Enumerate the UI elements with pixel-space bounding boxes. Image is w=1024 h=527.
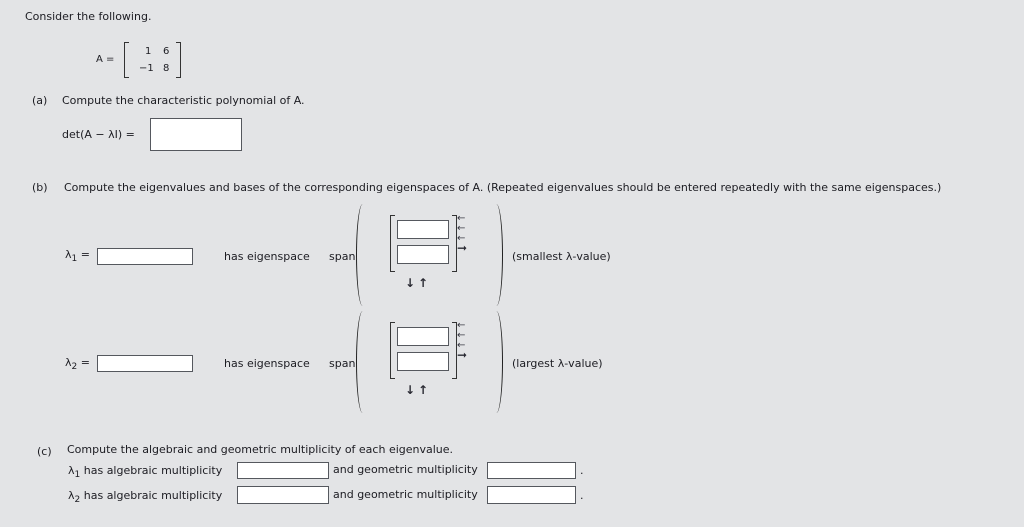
arrow-left-icon[interactable]: ←	[457, 233, 466, 244]
lambda-1-alg-label: $\lambda_1$ has algebraic multiplicity	[68, 464, 223, 481]
geometric-label: and geometric multiplicity	[333, 463, 478, 476]
matrix-right-bracket	[176, 42, 181, 78]
eigenvector-2-entry-2[interactable]	[397, 352, 449, 371]
matrix-cell: 6	[163, 46, 170, 57]
part-a-text: Compute the characteristic polynomial of A.	[62, 94, 305, 107]
lambda-1-algebraic-input[interactable]	[237, 462, 329, 479]
arrow-left-icon[interactable]: ←	[457, 320, 466, 331]
part-c-letter: (c)	[37, 445, 52, 458]
lambda-1-input[interactable]	[97, 248, 193, 265]
lambda-2-alg-label: $\lambda_2$ has algebraic multiplicity	[68, 489, 223, 506]
left-paren	[356, 311, 367, 413]
lambda-1-label: $\lambda_1$ =	[65, 248, 90, 265]
eigenvector-1-entry-1[interactable]	[397, 220, 449, 239]
lambda-2-geometric-input[interactable]	[487, 486, 576, 504]
arrow-left-icon[interactable]: ←	[457, 340, 466, 351]
vector-left-bracket	[390, 215, 395, 272]
det-label: det(A − λI) =	[62, 128, 135, 141]
has-eigenspace-label: has eigenspace	[224, 357, 310, 370]
eigenvector-2-entry-1[interactable]	[397, 327, 449, 346]
part-a-letter: (a)	[32, 94, 48, 107]
largest-note: (largest λ-value)	[512, 357, 603, 370]
span-label: span	[329, 357, 356, 370]
arrow-up-icon[interactable]: ↑	[418, 276, 429, 290]
left-paren	[356, 204, 367, 306]
span-label: span	[329, 250, 356, 263]
lambda-2-label: $\lambda_2$ =	[65, 356, 90, 373]
eigenvector-1-entry-2[interactable]	[397, 245, 449, 264]
matrix-cell: −1	[139, 63, 154, 74]
lambda-2-algebraic-input[interactable]	[237, 486, 329, 504]
matrix-left-bracket	[124, 42, 129, 78]
matrix-cell: 1	[145, 46, 152, 57]
right-paren	[492, 311, 503, 413]
geometric-label: and geometric multiplicity	[333, 488, 478, 501]
arrow-left-icon[interactable]: ←	[457, 213, 466, 224]
intro-text: Consider the following.	[25, 10, 152, 23]
arrow-down-icon[interactable]: ↓	[405, 276, 416, 290]
part-b-letter: (b)	[32, 181, 48, 194]
period: .	[580, 489, 584, 502]
has-eigenspace-label: has eigenspace	[224, 250, 310, 263]
arrow-right-icon[interactable]: ➞	[457, 348, 468, 362]
matrix-label: A =	[96, 54, 115, 65]
arrow-right-icon[interactable]: ➞	[457, 241, 468, 255]
right-paren	[492, 204, 503, 306]
smallest-note: (smallest λ-value)	[512, 250, 611, 263]
arrow-left-icon[interactable]: ←	[457, 223, 466, 234]
arrow-up-icon[interactable]: ↑	[418, 383, 429, 397]
lambda-2-input[interactable]	[97, 355, 193, 372]
char-poly-input[interactable]	[150, 118, 242, 151]
matrix-cell: 8	[163, 63, 170, 74]
period: .	[580, 464, 584, 477]
lambda-1-geometric-input[interactable]	[487, 462, 576, 479]
part-c-text: Compute the algebraic and geometric multiplicity of each eigenvalue.	[67, 443, 454, 456]
part-b-text: Compute the eigenvalues and bases of the corresponding eigenspaces of A. (Repeated eigenvalues should be entered repeatedly with the same eigenspaces.)	[64, 181, 942, 194]
arrow-left-icon[interactable]: ←	[457, 330, 466, 341]
arrow-down-icon[interactable]: ↓	[405, 383, 416, 397]
vector-left-bracket	[390, 322, 395, 379]
